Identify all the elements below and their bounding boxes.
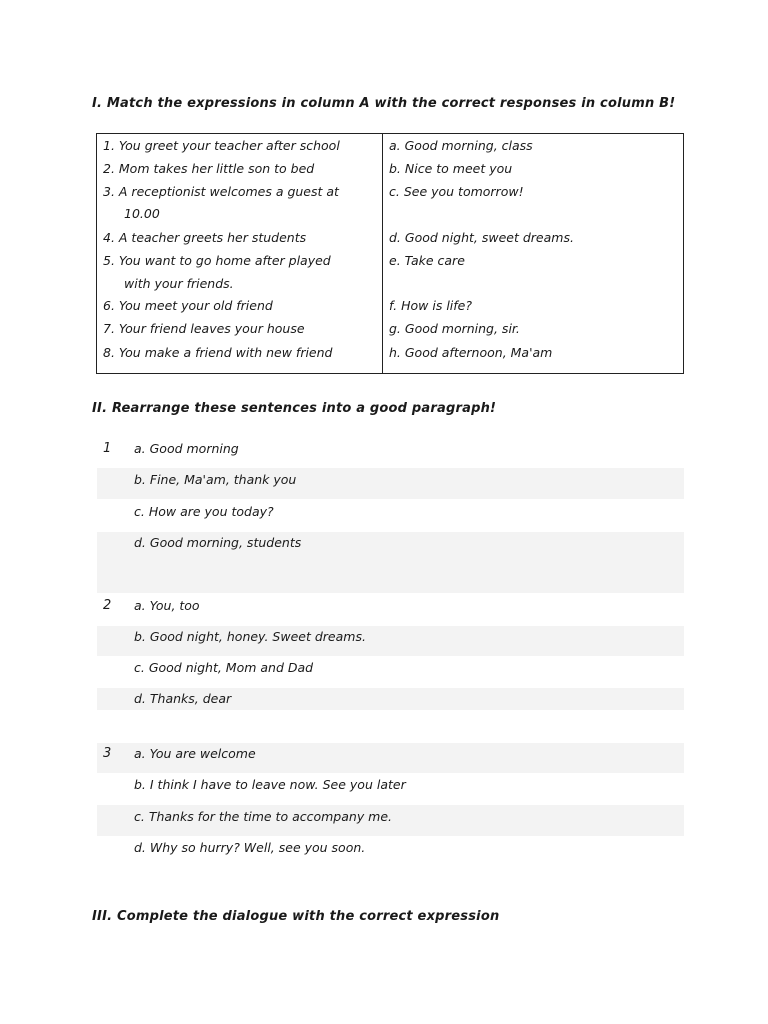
column-a-item: 1. You greet your teacher after school <box>103 138 340 153</box>
sentence-item: b. I think I have to leave now. See you later <box>134 777 406 792</box>
sentence-item: c. Thanks for the time to accompany me. <box>134 809 393 824</box>
column-b-item: g. Good morning, sir. <box>389 321 520 336</box>
column-b-item: a. Good morning, class <box>389 138 533 153</box>
column-a-item-continued: with your friends. <box>124 276 234 291</box>
sentence-item: d. Why so hurry? Well, see you soon. <box>134 840 366 855</box>
sentence-item: b. Fine, Ma'am, thank you <box>134 472 297 487</box>
sentence-item: c. How are you today? <box>134 504 274 519</box>
column-a-item: 8. You make a friend with new friend <box>103 345 333 360</box>
sentence-item: d. Good morning, students <box>134 535 302 550</box>
table-column-divider <box>382 134 383 373</box>
column-b-item: f. How is life? <box>389 298 473 313</box>
column-a-item: 7. Your friend leaves your house <box>103 321 305 336</box>
column-a-item: 4. A teacher greets her students <box>103 230 307 245</box>
column-b-item: c. See you tomorrow! <box>389 184 524 199</box>
section-2-heading: II. Rearrange these sentences into a good paragraph! <box>92 401 497 416</box>
sentence-item: a. Good morning <box>134 441 239 456</box>
column-b-item: e. Take care <box>389 253 465 268</box>
column-b-item: b. Nice to meet you <box>389 161 513 176</box>
column-a-item: 5. You want to go home after played <box>103 253 331 268</box>
column-b-item: d. Good night, sweet dreams. <box>389 230 574 245</box>
group-number: 3 <box>103 746 112 761</box>
sentence-item: a. You are welcome <box>134 746 256 761</box>
column-a-item: 3. A receptionist welcomes a guest at <box>103 184 339 199</box>
section-1-heading: I. Match the expressions in column A with the correct responses in column B! <box>92 96 676 111</box>
sentence-item: b. Good night, honey. Sweet dreams. <box>134 629 366 644</box>
group-number: 2 <box>103 598 112 613</box>
column-a-item-continued: 10.00 <box>124 206 160 221</box>
matching-table <box>96 133 684 374</box>
column-a-item: 6. You meet your old friend <box>103 298 273 313</box>
group-number: 1 <box>103 441 112 456</box>
column-b-item: h. Good afternoon, Ma'am <box>389 345 553 360</box>
sentence-item: a. You, too <box>134 598 200 613</box>
sentence-item: d. Thanks, dear <box>134 691 232 706</box>
sentence-item: c. Good night, Mom and Dad <box>134 660 314 675</box>
column-a-item: 2. Mom takes her little son to bed <box>103 161 315 176</box>
section-3-heading: III. Complete the dialogue with the correct expression <box>92 909 500 924</box>
